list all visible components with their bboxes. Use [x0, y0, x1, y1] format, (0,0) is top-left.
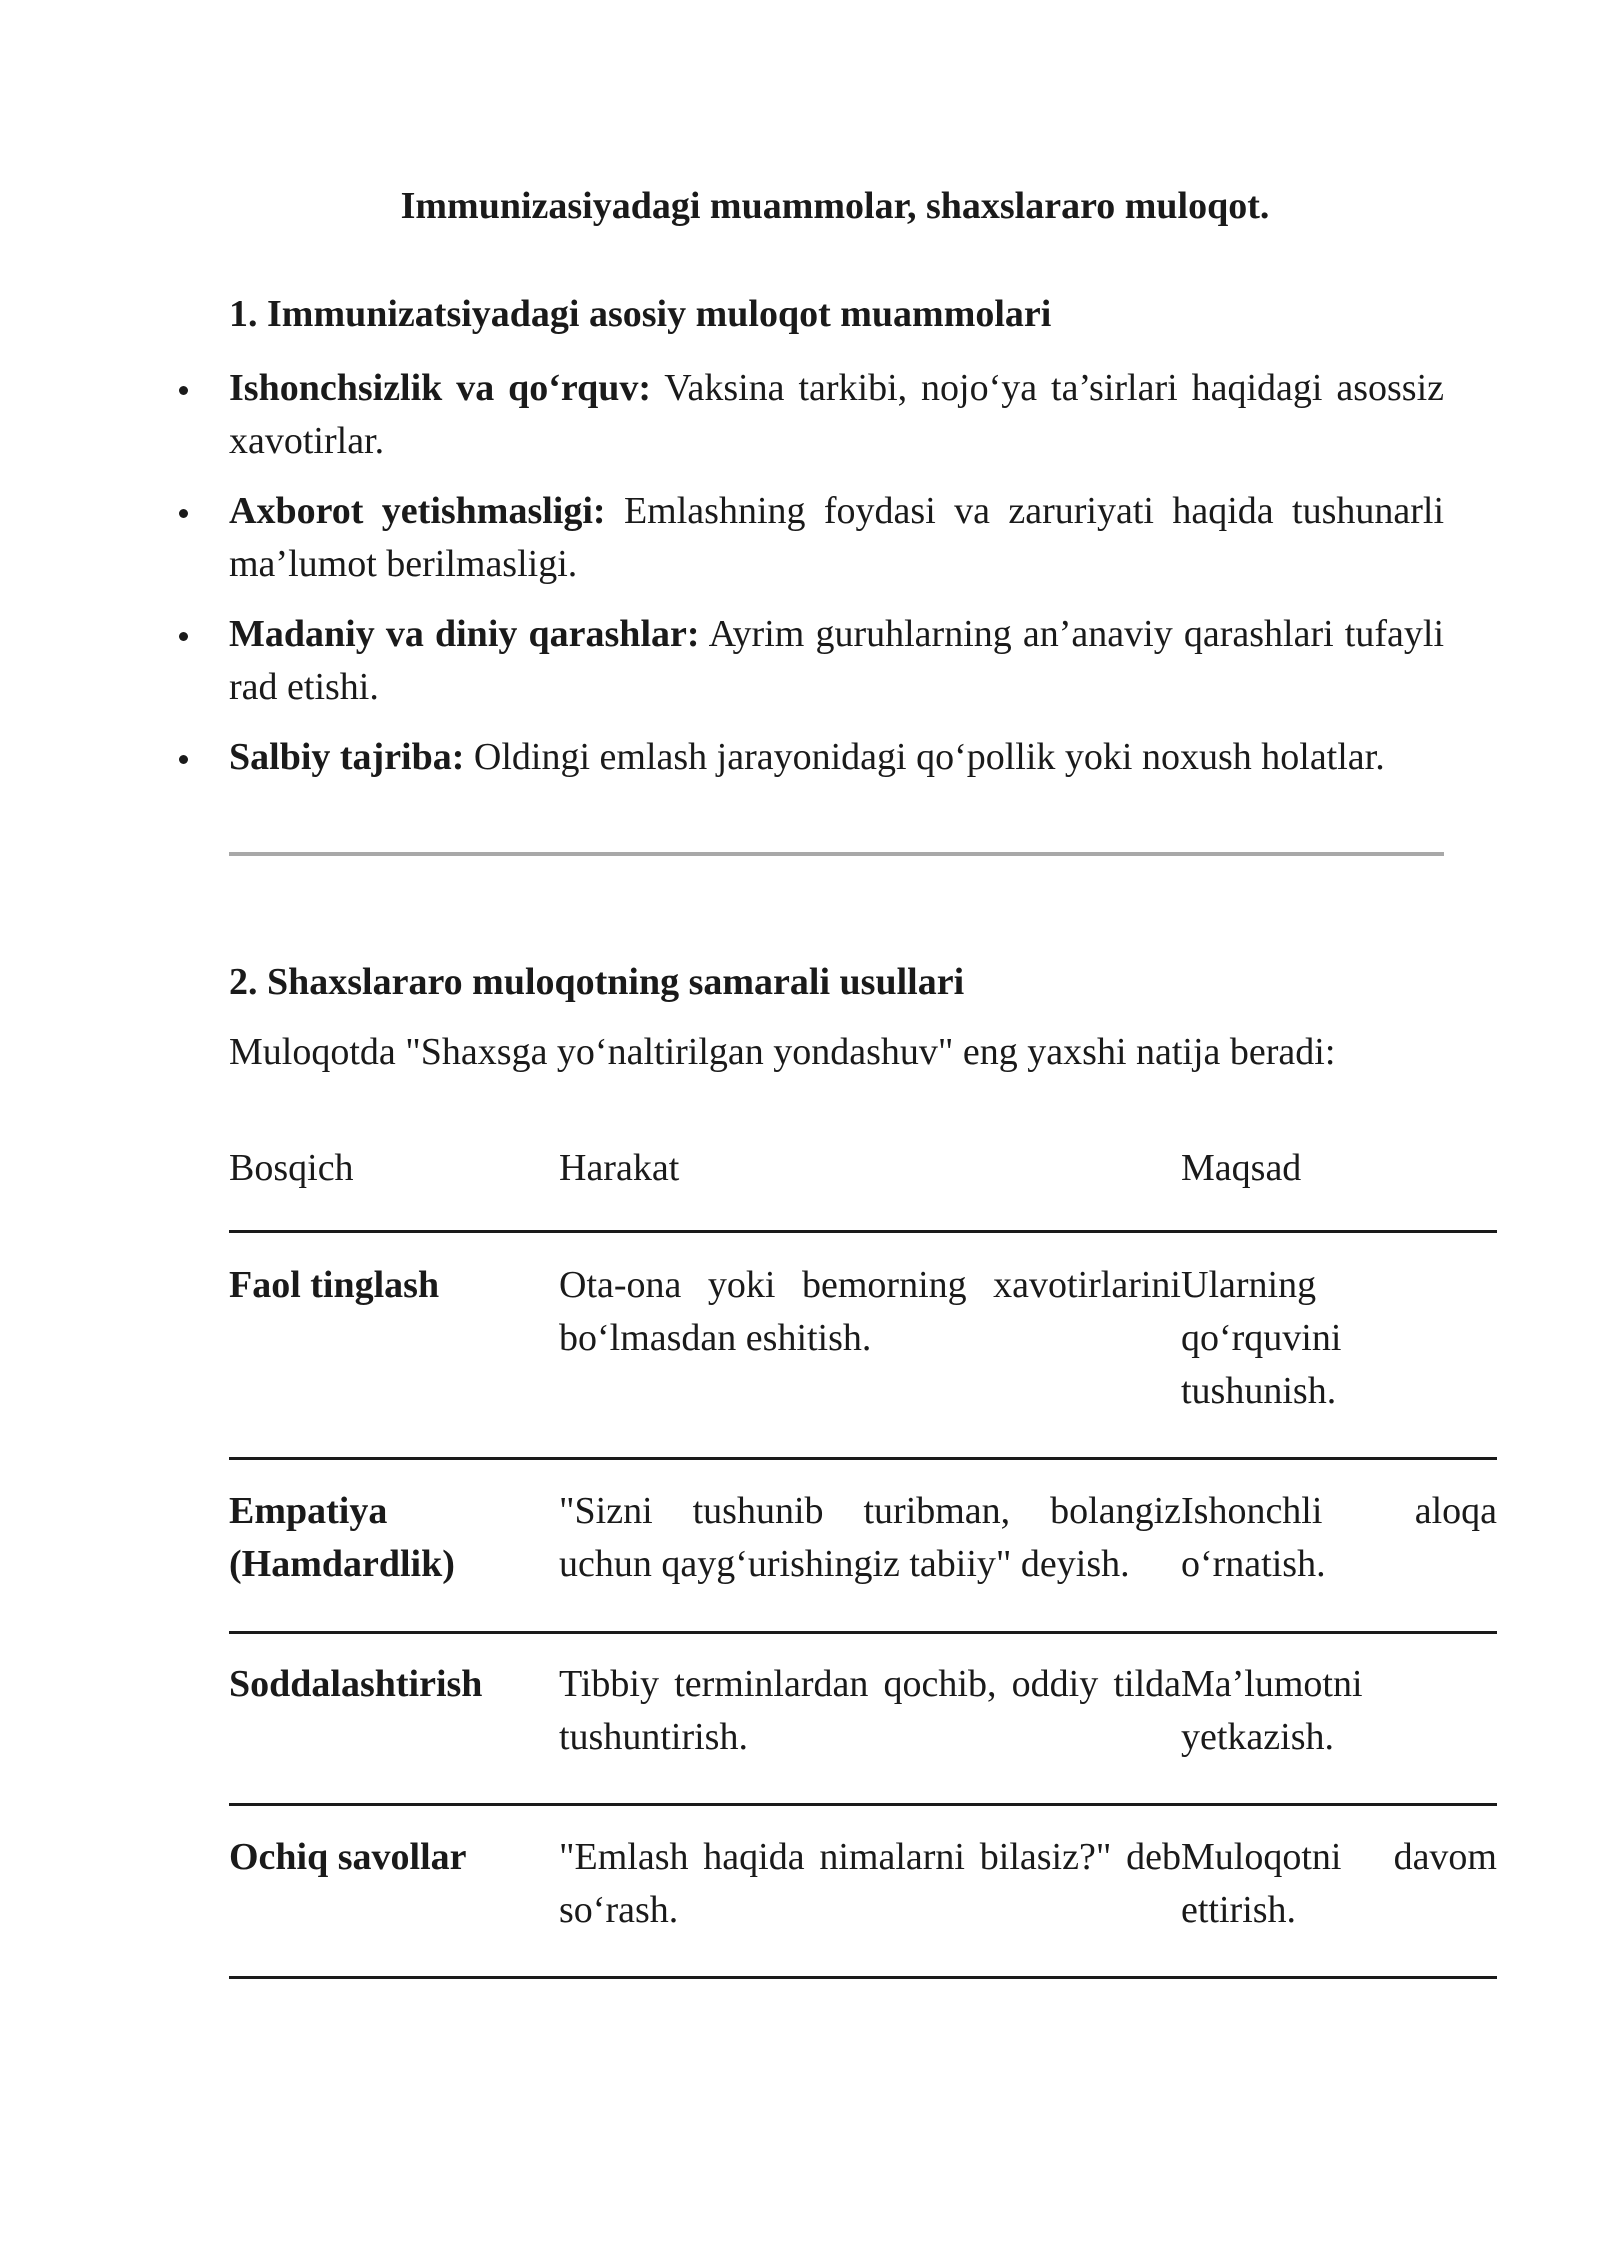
- row-goal: Muloqotni davom ettirish.: [1181, 1836, 1497, 1931]
- list-item: [229, 485, 1444, 591]
- section-divider: [229, 852, 1444, 856]
- item-text: Vaksina tarkibi, nojo‘ya ta’sirlari haqidagi asossiz xavotirlar.: [229, 367, 1444, 462]
- header-stage: Bosqich: [229, 1147, 354, 1189]
- bullet-icon: [179, 509, 188, 518]
- table-rule: [229, 1803, 1497, 1806]
- row-stage: Empatiya (Hamdardlik): [229, 1490, 455, 1585]
- row-action: Ota-ona yoki bemorning xavotirlarini bo‘lmasdan eshitish.: [559, 1264, 1181, 1359]
- row-stage: Ochiq savollar: [229, 1836, 467, 1878]
- row-goal: Ma’lumotni yetkazish.: [1181, 1663, 1363, 1758]
- item-term: Salbiy tajriba:: [229, 736, 465, 778]
- list-item: [229, 362, 1444, 468]
- table-rule: [229, 1976, 1497, 1979]
- bullet-icon: [179, 755, 188, 764]
- item-term: Ishonchsizlik va qo‘rquv:: [229, 367, 652, 409]
- row-stage: Faol tinglash: [229, 1264, 440, 1306]
- table-rule: [229, 1631, 1497, 1634]
- header-action: Harakat: [559, 1147, 680, 1189]
- row-stage: Soddalashtirish: [229, 1663, 483, 1705]
- item-term: Madaniy va diniy qarashlar:: [229, 613, 700, 655]
- header-goal: Maqsad: [1181, 1147, 1302, 1189]
- item-text: Emlashning foydasi va zaruriyati haqida tushunarli ma’lumot berilmasligi.: [229, 490, 1445, 585]
- item-text: Oldingi emlash jarayonidagi qo‘pollik yoki noxush holatlar.: [464, 736, 1385, 778]
- problems-list: [229, 362, 1444, 801]
- row-goal: Ishonchli aloqa o‘rnatish.: [1181, 1490, 1497, 1585]
- section2-intro: Muloqotda "Shaxsga yo‘naltirilgan yondashuv" eng yaxshi natija beradi:: [229, 1031, 1336, 1073]
- table-rule: [229, 1230, 1497, 1233]
- table-rule: [229, 1457, 1497, 1460]
- row-action: "Emlash haqida nimalarni bilasiz?" deb so‘rash.: [559, 1836, 1181, 1931]
- row-action: Tibbiy terminlardan qochib, oddiy tilda tushuntirish.: [559, 1663, 1181, 1758]
- row-action: "Sizni tushunib turibman, bolangiz uchun qayg‘urishingiz tabiiy" deyish.: [559, 1490, 1181, 1585]
- list-item: [229, 608, 1444, 714]
- list-item: [229, 731, 1444, 784]
- bullet-icon: [179, 386, 188, 395]
- row-goal: Ularning qo‘rquvini tushunish.: [1181, 1264, 1342, 1412]
- section2-heading: 2. Shaxslararo muloqotning samarali usullari: [229, 961, 965, 1003]
- item-term: Axborot yetishmasligi:: [229, 490, 606, 532]
- section1-heading: 1. Immunizatsiyadagi asosiy muloqot muammolari: [229, 293, 1052, 335]
- bullet-icon: [179, 632, 188, 641]
- document-title: Immunizasiyadagi muammolar, shaxslararo muloqot.: [400, 185, 1270, 227]
- item-text: Ayrim guruhlarning an’anaviy qarashlari tufayli rad etishi.: [229, 613, 1445, 708]
